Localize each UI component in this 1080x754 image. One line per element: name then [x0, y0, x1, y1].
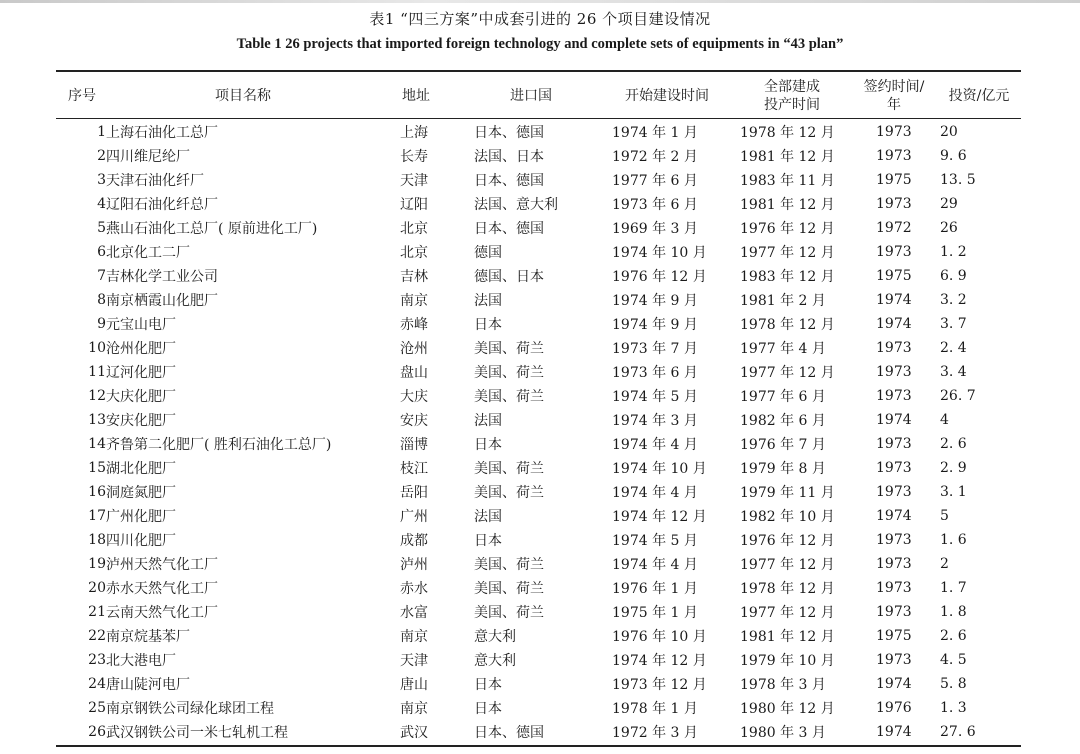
row-sign-year: 1973: [876, 604, 912, 620]
table-row: [56, 360, 1021, 384]
row-location: 水富: [400, 605, 428, 621]
row-index: 20: [88, 580, 106, 596]
row-investment: 2. 6: [940, 628, 967, 644]
row-investment: 3. 1: [940, 484, 967, 500]
table-row: [56, 192, 1021, 216]
row-completion-time: 1976 年 12 月: [740, 533, 835, 549]
row-import-country: 美国、荷兰: [474, 557, 544, 573]
row-import-country: 意大利: [474, 653, 516, 669]
table-row: [56, 168, 1021, 192]
page-top-edge: [0, 0, 1080, 3]
row-project-name: 上海石油化工总厂: [106, 125, 218, 141]
table-row: [56, 216, 1021, 240]
row-project-name: 辽阳石油化纤总厂: [106, 197, 218, 213]
row-sign-year: 1973: [876, 652, 912, 668]
row-import-country: 法国: [474, 509, 502, 525]
row-import-country: 美国、荷兰: [474, 485, 544, 501]
row-index: 8: [97, 292, 106, 308]
row-project-name: 四川维尼纶厂: [106, 149, 190, 165]
row-investment: 9. 6: [940, 148, 967, 164]
row-completion-time: 1978 年 12 月: [740, 125, 835, 141]
row-index: 7: [97, 268, 106, 284]
row-completion-time: 1977 年 12 月: [740, 245, 835, 261]
row-import-country: 美国、荷兰: [474, 605, 544, 621]
table-title-chinese: 表1 “四三方案”中成套引进的 26 个项目建设情况: [369, 10, 711, 28]
row-completion-time: 1981 年 12 月: [740, 149, 835, 165]
projects-table: [56, 120, 1021, 744]
row-import-country: 日本: [474, 701, 502, 717]
table-row: [56, 624, 1021, 648]
header-location: 地址: [402, 88, 430, 104]
header-start-time: 开始建设时间: [625, 88, 709, 104]
row-location: 唐山: [400, 677, 428, 693]
row-location: 广州: [400, 509, 428, 525]
row-import-country: 日本: [474, 437, 502, 453]
row-location: 上海: [400, 125, 428, 141]
table-row: [56, 336, 1021, 360]
row-start-time: 1974 年 9 月: [612, 317, 698, 333]
row-location: 枝江: [400, 461, 428, 477]
header-import-country: 进口国: [510, 88, 552, 104]
row-investment: 5. 8: [940, 676, 967, 692]
header-project-name: 项目名称: [215, 88, 271, 104]
row-index: 4: [97, 196, 106, 212]
row-start-time: 1974 年 10 月: [612, 245, 707, 261]
row-location: 沧州: [400, 341, 428, 357]
table-row: [56, 672, 1021, 696]
row-sign-year: 1973: [876, 556, 912, 572]
row-index: 6: [97, 244, 106, 260]
row-start-time: 1977 年 6 月: [612, 173, 698, 189]
row-index: 19: [88, 556, 106, 572]
row-project-name: 燕山石油化工总厂( 原前进化工厂): [106, 221, 318, 237]
row-sign-year: 1974: [876, 292, 912, 308]
row-sign-year: 1973: [876, 436, 912, 452]
row-index: 9: [97, 316, 106, 332]
row-sign-year: 1973: [876, 244, 912, 260]
row-start-time: 1973 年 6 月: [612, 365, 698, 381]
table-row: [56, 120, 1021, 144]
row-start-time: 1976 年 1 月: [612, 581, 698, 597]
row-investment: 2: [940, 556, 949, 572]
row-location: 吉林: [400, 269, 428, 285]
row-project-name: 南京钢铁公司绿化球团工程: [106, 701, 274, 717]
row-project-name: 泸州天然气化工厂: [106, 557, 218, 573]
row-completion-time: 1981 年 12 月: [740, 197, 835, 213]
row-investment: 26. 7: [940, 388, 976, 404]
row-project-name: 南京烷基苯厂: [106, 629, 190, 645]
row-investment: 2. 6: [940, 436, 967, 452]
row-investment: 6. 9: [940, 268, 967, 284]
row-location: 武汉: [400, 725, 428, 741]
row-investment: 3. 4: [940, 364, 967, 380]
row-index: 16: [88, 484, 106, 500]
row-index: 10: [88, 340, 106, 356]
table-row: [56, 600, 1021, 624]
table-row: [56, 384, 1021, 408]
row-import-country: 德国: [474, 245, 502, 261]
row-project-name: 武汉钢铁公司一米七轧机工程: [106, 725, 288, 741]
table-row: [56, 480, 1021, 504]
row-index: 17: [88, 508, 106, 524]
row-index: 5: [97, 220, 106, 236]
row-location: 泸州: [400, 557, 428, 573]
row-import-country: 法国、意大利: [474, 197, 558, 213]
table-row: [56, 264, 1021, 288]
table-row: [56, 720, 1021, 744]
row-project-name: 广州化肥厂: [106, 509, 176, 525]
row-import-country: 德国、日本: [474, 269, 544, 285]
header-completion-line1: 全部建成: [764, 79, 820, 95]
row-project-name: 辽河化肥厂: [106, 365, 176, 381]
row-project-name: 天津石油化纤厂: [106, 173, 204, 189]
row-sign-year: 1973: [876, 148, 912, 164]
row-index: 2: [97, 148, 106, 164]
table-row: [56, 648, 1021, 672]
row-index: 22: [88, 628, 106, 644]
row-sign-year: 1976: [876, 700, 912, 716]
table-row: [56, 240, 1021, 264]
row-completion-time: 1979 年 8 月: [740, 461, 826, 477]
row-import-country: 美国、荷兰: [474, 581, 544, 597]
row-project-name: 唐山陡河电厂: [106, 677, 190, 693]
row-completion-time: 1983 年 11 月: [740, 173, 835, 189]
row-location: 赤峰: [400, 317, 428, 333]
header-sign-line1: 签约时间/: [863, 79, 925, 95]
row-start-time: 1974 年 9 月: [612, 293, 698, 309]
row-completion-time: 1977 年 12 月: [740, 557, 835, 573]
row-investment: 3. 7: [940, 316, 967, 332]
header-index: 序号: [68, 88, 96, 104]
table-header-rule: [56, 118, 1021, 119]
row-completion-time: 1980 年 3 月: [740, 725, 826, 741]
row-investment: 1. 6: [940, 532, 967, 548]
row-sign-year: 1973: [876, 124, 912, 140]
row-investment: 27. 6: [940, 724, 976, 740]
row-completion-time: 1983 年 12 月: [740, 269, 835, 285]
row-project-name: 吉林化学工业公司: [106, 269, 218, 285]
row-index: 23: [88, 652, 106, 668]
row-completion-time: 1981 年 2 月: [740, 293, 826, 309]
row-start-time: 1974 年 12 月: [612, 509, 707, 525]
row-location: 南京: [400, 629, 428, 645]
row-index: 25: [88, 700, 106, 716]
row-start-time: 1975 年 1 月: [612, 605, 698, 621]
row-location: 赤水: [400, 581, 428, 597]
header-completion-line2: 投产时间: [764, 97, 820, 113]
row-location: 岳阳: [400, 485, 428, 501]
row-start-time: 1974 年 5 月: [612, 389, 698, 405]
row-import-country: 日本、德国: [474, 725, 544, 741]
row-investment: 5: [940, 508, 949, 524]
row-import-country: 日本、德国: [474, 125, 544, 141]
row-project-name: 赤水天然气化工厂: [106, 581, 218, 597]
row-project-name: 北大港电厂: [106, 653, 176, 669]
row-index: 1: [97, 124, 106, 140]
row-index: 24: [88, 676, 106, 692]
row-index: 14: [88, 436, 106, 452]
row-completion-time: 1978 年 3 月: [740, 677, 826, 693]
row-sign-year: 1973: [876, 196, 912, 212]
table-title-english: Table 1 26 projects that imported foreign technology and complete sets of equipments in “43 plan”: [236, 36, 844, 52]
row-sign-year: 1974: [876, 412, 912, 428]
row-project-name: 安庆化肥厂: [106, 413, 176, 429]
row-investment: 20: [940, 124, 958, 140]
row-start-time: 1974 年 5 月: [612, 533, 698, 549]
row-sign-year: 1973: [876, 388, 912, 404]
row-start-time: 1972 年 2 月: [612, 149, 698, 165]
table-bottom-rule: [56, 745, 1021, 747]
row-sign-year: 1973: [876, 460, 912, 476]
row-investment: 4: [940, 412, 949, 428]
row-project-name: 洞庭氮肥厂: [106, 485, 176, 501]
row-sign-year: 1972: [876, 220, 912, 236]
row-completion-time: 1982 年 6 月: [740, 413, 826, 429]
row-investment: 3. 2: [940, 292, 967, 308]
row-project-name: 南京栖霞山化肥厂: [106, 293, 218, 309]
row-investment: 2. 9: [940, 460, 967, 476]
row-sign-year: 1975: [876, 268, 912, 284]
row-start-time: 1972 年 3 月: [612, 725, 698, 741]
row-completion-time: 1979 年 11 月: [740, 485, 835, 501]
row-import-country: 法国: [474, 413, 502, 429]
row-sign-year: 1973: [876, 340, 912, 356]
row-sign-year: 1973: [876, 484, 912, 500]
row-start-time: 1969 年 3 月: [612, 221, 698, 237]
row-completion-time: 1978 年 12 月: [740, 581, 835, 597]
row-start-time: 1974 年 4 月: [612, 557, 698, 573]
header-sign-year: [852, 76, 936, 116]
row-investment: 29: [940, 196, 958, 212]
row-index: 12: [88, 388, 106, 404]
row-location: 天津: [400, 653, 428, 669]
row-import-country: 日本、德国: [474, 221, 544, 237]
row-completion-time: 1981 年 12 月: [740, 629, 835, 645]
row-index: 13: [88, 412, 106, 428]
header-completion-time: [744, 76, 840, 116]
row-import-country: 法国、日本: [474, 149, 544, 165]
row-location: 北京: [400, 245, 428, 261]
row-sign-year: 1973: [876, 364, 912, 380]
row-index: 26: [88, 724, 106, 740]
row-completion-time: 1977 年 12 月: [740, 365, 835, 381]
row-investment: 1. 7: [940, 580, 967, 596]
row-import-country: 日本: [474, 677, 502, 693]
row-sign-year: 1974: [876, 676, 912, 692]
row-start-time: 1978 年 1 月: [612, 701, 698, 717]
row-project-name: 沧州化肥厂: [106, 341, 176, 357]
row-start-time: 1974 年 4 月: [612, 485, 698, 501]
row-start-time: 1974 年 12 月: [612, 653, 707, 669]
header-sign-line2: 年: [887, 97, 901, 113]
row-location: 北京: [400, 221, 428, 237]
row-investment: 2. 4: [940, 340, 967, 356]
table-top-rule: [56, 70, 1021, 72]
row-import-country: 日本: [474, 533, 502, 549]
row-completion-time: 1977 年 12 月: [740, 605, 835, 621]
row-index: 11: [88, 364, 106, 380]
table-row: [56, 576, 1021, 600]
row-sign-year: 1974: [876, 316, 912, 332]
table-row: [56, 456, 1021, 480]
table-row: [56, 408, 1021, 432]
row-completion-time: 1980 年 12 月: [740, 701, 835, 717]
row-location: 南京: [400, 701, 428, 717]
row-start-time: 1973 年 6 月: [612, 197, 698, 213]
row-location: 成都: [400, 533, 428, 549]
table-row: [56, 696, 1021, 720]
row-import-country: 法国: [474, 293, 502, 309]
row-location: 长寿: [400, 149, 428, 165]
row-import-country: 意大利: [474, 629, 516, 645]
row-project-name: 湖北化肥厂: [106, 461, 176, 477]
row-project-name: 齐鲁第二化肥厂( 胜利石油化工总厂): [106, 437, 332, 453]
row-location: 盘山: [400, 365, 428, 381]
row-start-time: 1974 年 10 月: [612, 461, 707, 477]
row-completion-time: 1976 年 7 月: [740, 437, 826, 453]
row-index: 3: [97, 172, 106, 188]
table-row: [56, 288, 1021, 312]
row-start-time: 1974 年 4 月: [612, 437, 698, 453]
row-investment: 1. 3: [940, 700, 967, 716]
row-location: 淄博: [400, 437, 428, 453]
row-sign-year: 1975: [876, 628, 912, 644]
row-project-name: 四川化肥厂: [106, 533, 176, 549]
row-completion-time: 1979 年 10 月: [740, 653, 835, 669]
row-import-country: 日本: [474, 317, 502, 333]
row-investment: 1. 2: [940, 244, 967, 260]
header-investment: 投资/亿元: [948, 88, 1010, 104]
table-row: [56, 312, 1021, 336]
row-index: 21: [88, 604, 106, 620]
row-sign-year: 1974: [876, 508, 912, 524]
row-location: 天津: [400, 173, 428, 189]
table-row: [56, 144, 1021, 168]
table-row: [56, 432, 1021, 456]
row-completion-time: 1976 年 12 月: [740, 221, 835, 237]
row-start-time: 1976 年 12 月: [612, 269, 707, 285]
row-investment: 1. 8: [940, 604, 967, 620]
row-investment: 13. 5: [940, 172, 976, 188]
row-import-country: 美国、荷兰: [474, 461, 544, 477]
row-index: 15: [88, 460, 106, 476]
row-investment: 26: [940, 220, 958, 236]
row-import-country: 美国、荷兰: [474, 341, 544, 357]
table-row: [56, 504, 1021, 528]
row-sign-year: 1973: [876, 532, 912, 548]
row-start-time: 1974 年 3 月: [612, 413, 698, 429]
row-investment: 4. 5: [940, 652, 967, 668]
row-sign-year: 1973: [876, 580, 912, 596]
row-location: 辽阳: [400, 197, 428, 213]
table-row: [56, 552, 1021, 576]
row-import-country: 美国、荷兰: [474, 365, 544, 381]
table-row: [56, 528, 1021, 552]
row-sign-year: 1975: [876, 172, 912, 188]
row-location: 大庆: [400, 389, 428, 405]
row-import-country: 日本、德国: [474, 173, 544, 189]
row-start-time: 1974 年 1 月: [612, 125, 698, 141]
row-start-time: 1976 年 10 月: [612, 629, 707, 645]
row-location: 安庆: [400, 413, 428, 429]
row-project-name: 元宝山电厂: [106, 317, 176, 333]
row-completion-time: 1982 年 10 月: [740, 509, 835, 525]
row-location: 南京: [400, 293, 428, 309]
row-start-time: 1973 年 7 月: [612, 341, 698, 357]
row-completion-time: 1978 年 12 月: [740, 317, 835, 333]
row-start-time: 1973 年 12 月: [612, 677, 707, 693]
row-sign-year: 1974: [876, 724, 912, 740]
row-completion-time: 1977 年 4 月: [740, 341, 826, 357]
row-project-name: 云南天然气化工厂: [106, 605, 218, 621]
row-completion-time: 1977 年 6 月: [740, 389, 826, 405]
row-import-country: 美国、荷兰: [474, 389, 544, 405]
row-project-name: 大庆化肥厂: [106, 389, 176, 405]
row-index: 18: [88, 532, 106, 548]
row-project-name: 北京化工二厂: [106, 245, 190, 261]
